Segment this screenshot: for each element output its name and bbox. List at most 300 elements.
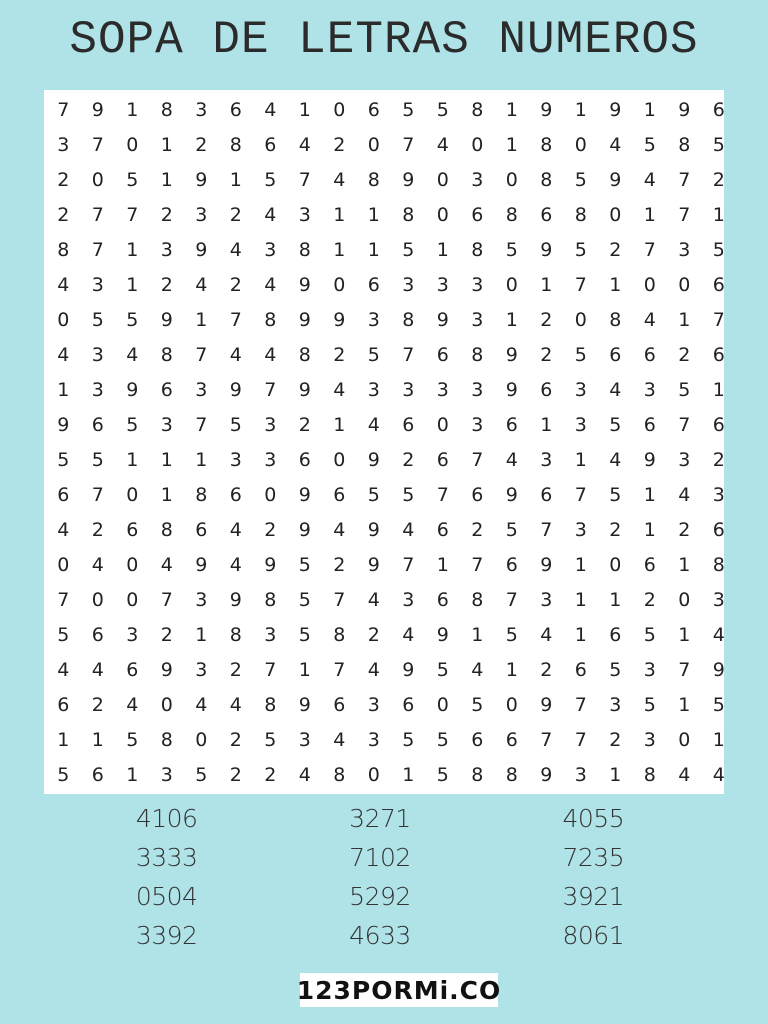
grid-cell[interactable]: 7 xyxy=(574,273,587,296)
grid-cell[interactable]: 8 xyxy=(160,98,173,121)
grid-cell[interactable]: 8 xyxy=(264,588,277,611)
grid-cell[interactable]: 4 xyxy=(712,763,725,786)
grid-cell[interactable]: 3 xyxy=(160,413,173,436)
grid-cell[interactable]: 8 xyxy=(471,763,484,786)
grid-cell[interactable]: 1 xyxy=(298,98,311,121)
grid-cell[interactable]: 9 xyxy=(367,518,380,541)
grid-cell[interactable]: 6 xyxy=(712,98,725,121)
grid-cell[interactable]: 7 xyxy=(678,168,691,191)
grid-cell[interactable]: 2 xyxy=(91,693,104,716)
grid-cell[interactable]: 6 xyxy=(712,343,725,366)
grid-cell[interactable]: 2 xyxy=(333,343,346,366)
grid-cell[interactable]: 3 xyxy=(471,273,484,296)
grid-cell[interactable]: 6 xyxy=(229,483,242,506)
grid-cell[interactable]: 7 xyxy=(298,168,311,191)
grid-cell[interactable]: 0 xyxy=(678,273,691,296)
grid-cell[interactable]: 4 xyxy=(57,658,70,681)
grid-cell[interactable]: 3 xyxy=(712,588,725,611)
grid-cell[interactable]: 3 xyxy=(540,588,553,611)
grid-cell[interactable]: 6 xyxy=(264,133,277,156)
grid-cell[interactable]: 2 xyxy=(160,203,173,226)
grid-cell[interactable]: 7 xyxy=(160,588,173,611)
grid-cell[interactable]: 4 xyxy=(367,413,380,436)
grid-cell[interactable]: 6 xyxy=(505,553,518,576)
grid-cell[interactable]: 6 xyxy=(436,588,449,611)
grid-cell[interactable]: 9 xyxy=(436,623,449,646)
grid-cell[interactable]: 7 xyxy=(574,693,587,716)
grid-cell[interactable]: 9 xyxy=(609,98,622,121)
grid-cell[interactable]: 4 xyxy=(229,343,242,366)
grid-cell[interactable]: 1 xyxy=(471,623,484,646)
grid-cell[interactable]: 1 xyxy=(367,238,380,261)
grid-cell[interactable]: 6 xyxy=(712,413,725,436)
grid-cell[interactable]: 9 xyxy=(126,378,139,401)
grid-cell[interactable]: 6 xyxy=(436,343,449,366)
grid-cell[interactable]: 8 xyxy=(298,238,311,261)
grid-cell[interactable]: 7 xyxy=(195,343,208,366)
grid-cell[interactable]: 1 xyxy=(505,98,518,121)
grid-cell[interactable]: 6 xyxy=(298,448,311,471)
grid-cell[interactable]: 6 xyxy=(229,98,242,121)
grid-cell[interactable]: 8 xyxy=(333,763,346,786)
grid-cell[interactable]: 9 xyxy=(298,483,311,506)
grid-cell[interactable]: 8 xyxy=(333,623,346,646)
grid-cell[interactable]: 8 xyxy=(505,763,518,786)
grid-cell[interactable]: 1 xyxy=(712,378,725,401)
grid-cell[interactable]: 1 xyxy=(57,378,70,401)
grid-cell[interactable]: 9 xyxy=(298,378,311,401)
grid-cell[interactable]: 9 xyxy=(402,168,415,191)
grid-cell[interactable]: 0 xyxy=(678,588,691,611)
grid-cell[interactable]: 9 xyxy=(540,98,553,121)
grid-cell[interactable]: 5 xyxy=(643,693,656,716)
grid-cell[interactable]: 9 xyxy=(540,553,553,576)
grid-cell[interactable]: 5 xyxy=(402,238,415,261)
grid-cell[interactable]: 4 xyxy=(57,273,70,296)
grid-cell[interactable]: 2 xyxy=(57,203,70,226)
grid-cell[interactable]: 1 xyxy=(505,308,518,331)
grid-cell[interactable]: 2 xyxy=(643,588,656,611)
grid-cell[interactable]: 3 xyxy=(195,98,208,121)
grid-cell[interactable]: 3 xyxy=(402,378,415,401)
grid-cell[interactable]: 1 xyxy=(160,168,173,191)
grid-cell[interactable]: 7 xyxy=(57,98,70,121)
grid-cell[interactable]: 7 xyxy=(505,588,518,611)
grid-cell[interactable]: 0 xyxy=(160,693,173,716)
grid-cell[interactable]: 8 xyxy=(229,133,242,156)
grid-cell[interactable]: 6 xyxy=(643,553,656,576)
grid-cell[interactable]: 3 xyxy=(643,728,656,751)
grid-cell[interactable]: 5 xyxy=(505,623,518,646)
grid-cell[interactable]: 1 xyxy=(643,203,656,226)
grid-cell[interactable]: 3 xyxy=(264,238,277,261)
grid-cell[interactable]: 0 xyxy=(367,763,380,786)
grid-cell[interactable]: 5 xyxy=(505,518,518,541)
grid-cell[interactable]: 8 xyxy=(471,588,484,611)
grid-cell[interactable]: 2 xyxy=(609,518,622,541)
grid-cell[interactable]: 1 xyxy=(367,203,380,226)
grid-cell[interactable]: 3 xyxy=(540,448,553,471)
grid-cell[interactable]: 2 xyxy=(678,518,691,541)
grid-cell[interactable]: 5 xyxy=(126,413,139,436)
grid-cell[interactable]: 4 xyxy=(264,343,277,366)
grid-cell[interactable]: 4 xyxy=(333,518,346,541)
grid-cell[interactable]: 7 xyxy=(471,553,484,576)
grid-cell[interactable]: 0 xyxy=(609,203,622,226)
grid-cell[interactable]: 7 xyxy=(402,553,415,576)
grid-cell[interactable]: 5 xyxy=(574,238,587,261)
grid-cell[interactable]: 5 xyxy=(229,413,242,436)
grid-cell[interactable]: 1 xyxy=(574,623,587,646)
grid-cell[interactable]: 9 xyxy=(298,693,311,716)
grid-cell[interactable]: 9 xyxy=(229,588,242,611)
grid-cell[interactable]: 4 xyxy=(609,448,622,471)
grid-cell[interactable]: 7 xyxy=(229,308,242,331)
grid-cell[interactable]: 5 xyxy=(402,483,415,506)
grid-cell[interactable]: 3 xyxy=(91,343,104,366)
grid-cell[interactable]: 1 xyxy=(574,448,587,471)
grid-cell[interactable]: 4 xyxy=(126,343,139,366)
grid-cell[interactable]: 2 xyxy=(229,203,242,226)
grid-cell[interactable]: 9 xyxy=(57,413,70,436)
grid-cell[interactable]: 5 xyxy=(402,728,415,751)
grid-cell[interactable]: 6 xyxy=(402,693,415,716)
grid-cell[interactable]: 0 xyxy=(574,133,587,156)
grid-cell[interactable]: 2 xyxy=(229,658,242,681)
grid-cell[interactable]: 3 xyxy=(574,763,587,786)
grid-cell[interactable]: 3 xyxy=(195,378,208,401)
grid-cell[interactable]: 4 xyxy=(57,518,70,541)
grid-cell[interactable]: 8 xyxy=(160,518,173,541)
grid-cell[interactable]: 6 xyxy=(367,98,380,121)
grid-cell[interactable]: 1 xyxy=(712,203,725,226)
grid-cell[interactable]: 1 xyxy=(643,98,656,121)
grid-cell[interactable]: 1 xyxy=(712,728,725,751)
grid-cell[interactable]: 2 xyxy=(160,623,173,646)
grid-cell[interactable]: 3 xyxy=(471,413,484,436)
grid-cell[interactable]: 8 xyxy=(402,203,415,226)
grid-cell[interactable]: 7 xyxy=(436,483,449,506)
grid-cell[interactable]: 4 xyxy=(540,623,553,646)
grid-cell[interactable]: 8 xyxy=(195,483,208,506)
grid-cell[interactable]: 7 xyxy=(574,483,587,506)
grid-cell[interactable]: 7 xyxy=(91,203,104,226)
grid-cell[interactable]: 1 xyxy=(126,763,139,786)
grid-cell[interactable]: 9 xyxy=(298,308,311,331)
grid-cell[interactable]: 5 xyxy=(574,168,587,191)
grid-cell[interactable]: 5 xyxy=(126,168,139,191)
grid-cell[interactable]: 8 xyxy=(402,308,415,331)
grid-cell[interactable]: 4 xyxy=(643,168,656,191)
grid-cell[interactable]: 9 xyxy=(195,168,208,191)
grid-cell[interactable]: 1 xyxy=(678,693,691,716)
grid-cell[interactable]: 3 xyxy=(160,763,173,786)
grid-cell[interactable]: 9 xyxy=(298,273,311,296)
grid-cell[interactable]: 1 xyxy=(333,413,346,436)
grid-cell[interactable]: 9 xyxy=(505,343,518,366)
grid-cell[interactable]: 5 xyxy=(436,728,449,751)
grid-cell[interactable]: 1 xyxy=(160,483,173,506)
grid-cell[interactable]: 4 xyxy=(195,273,208,296)
grid-cell[interactable]: 5 xyxy=(643,623,656,646)
grid-cell[interactable]: 8 xyxy=(609,308,622,331)
grid-cell[interactable]: 3 xyxy=(264,413,277,436)
grid-cell[interactable]: 5 xyxy=(712,133,725,156)
grid-cell[interactable]: 7 xyxy=(574,728,587,751)
grid-cell[interactable]: 6 xyxy=(91,763,104,786)
grid-cell[interactable]: 5 xyxy=(264,168,277,191)
grid-cell[interactable]: 4 xyxy=(471,658,484,681)
grid-cell[interactable]: 5 xyxy=(298,623,311,646)
grid-cell[interactable]: 2 xyxy=(229,728,242,751)
grid-cell[interactable]: 8 xyxy=(540,168,553,191)
grid-cell[interactable]: 7 xyxy=(91,483,104,506)
grid-cell[interactable]: 0 xyxy=(57,553,70,576)
grid-cell[interactable]: 6 xyxy=(333,483,346,506)
grid-cell[interactable]: 6 xyxy=(712,273,725,296)
grid-cell[interactable]: 1 xyxy=(402,763,415,786)
grid-cell[interactable]: 4 xyxy=(91,553,104,576)
grid-cell[interactable]: 4 xyxy=(229,238,242,261)
grid-cell[interactable]: 4 xyxy=(264,273,277,296)
grid-cell[interactable]: 9 xyxy=(402,658,415,681)
grid-cell[interactable]: 2 xyxy=(471,518,484,541)
grid-cell[interactable]: 6 xyxy=(505,413,518,436)
grid-cell[interactable]: 2 xyxy=(264,518,277,541)
grid-cell[interactable]: 6 xyxy=(126,658,139,681)
grid-cell[interactable]: 6 xyxy=(471,728,484,751)
grid-cell[interactable]: 3 xyxy=(712,483,725,506)
grid-cell[interactable]: 8 xyxy=(505,203,518,226)
grid-cell[interactable]: 0 xyxy=(264,483,277,506)
grid-cell[interactable]: 9 xyxy=(712,658,725,681)
grid-cell[interactable]: 0 xyxy=(126,483,139,506)
grid-cell[interactable]: 0 xyxy=(436,693,449,716)
grid-cell[interactable]: 4 xyxy=(195,693,208,716)
grid-cell[interactable]: 2 xyxy=(367,623,380,646)
grid-cell[interactable]: 3 xyxy=(298,203,311,226)
grid-cell[interactable]: 1 xyxy=(643,483,656,506)
grid-cell[interactable]: 4 xyxy=(402,623,415,646)
grid-cell[interactable]: 7 xyxy=(91,133,104,156)
grid-cell[interactable]: 6 xyxy=(505,728,518,751)
grid-cell[interactable]: 1 xyxy=(505,658,518,681)
grid-cell[interactable]: 9 xyxy=(333,308,346,331)
grid-cell[interactable]: 4 xyxy=(298,133,311,156)
grid-cell[interactable]: 7 xyxy=(712,308,725,331)
grid-cell[interactable]: 0 xyxy=(678,728,691,751)
grid-cell[interactable]: 6 xyxy=(436,518,449,541)
grid-cell[interactable]: 3 xyxy=(471,378,484,401)
grid-cell[interactable]: 9 xyxy=(505,483,518,506)
grid-cell[interactable]: 6 xyxy=(609,623,622,646)
grid-cell[interactable]: 5 xyxy=(678,378,691,401)
grid-cell[interactable]: 4 xyxy=(678,483,691,506)
grid-cell[interactable]: 3 xyxy=(367,378,380,401)
grid-cell[interactable]: 1 xyxy=(505,133,518,156)
grid-cell[interactable]: 9 xyxy=(195,238,208,261)
grid-cell[interactable]: 7 xyxy=(57,588,70,611)
grid-cell[interactable]: 9 xyxy=(436,308,449,331)
grid-cell[interactable]: 7 xyxy=(264,378,277,401)
grid-cell[interactable]: 2 xyxy=(609,728,622,751)
grid-cell[interactable]: 1 xyxy=(333,238,346,261)
grid-cell[interactable]: 6 xyxy=(402,413,415,436)
grid-cell[interactable]: 4 xyxy=(229,693,242,716)
grid-cell[interactable]: 8 xyxy=(574,203,587,226)
grid-cell[interactable]: 3 xyxy=(574,518,587,541)
grid-cell[interactable]: 6 xyxy=(367,273,380,296)
grid-cell[interactable]: 0 xyxy=(57,308,70,331)
grid-cell[interactable]: 0 xyxy=(643,273,656,296)
grid-cell[interactable]: 1 xyxy=(678,308,691,331)
grid-cell[interactable]: 1 xyxy=(540,413,553,436)
grid-cell[interactable]: 5 xyxy=(436,98,449,121)
grid-cell[interactable]: 6 xyxy=(91,623,104,646)
grid-cell[interactable]: 1 xyxy=(126,238,139,261)
grid-cell[interactable]: 2 xyxy=(91,518,104,541)
grid-cell[interactable]: 5 xyxy=(91,308,104,331)
grid-cell[interactable]: 1 xyxy=(574,588,587,611)
grid-cell[interactable]: 0 xyxy=(333,448,346,471)
grid-cell[interactable]: 0 xyxy=(436,413,449,436)
grid-cell[interactable]: 2 xyxy=(712,168,725,191)
grid-cell[interactable]: 4 xyxy=(609,378,622,401)
grid-cell[interactable]: 8 xyxy=(643,763,656,786)
grid-cell[interactable]: 4 xyxy=(712,623,725,646)
grid-cell[interactable]: 1 xyxy=(609,763,622,786)
grid-cell[interactable]: 9 xyxy=(678,98,691,121)
grid-cell[interactable]: 0 xyxy=(436,168,449,191)
grid-cell[interactable]: 2 xyxy=(333,133,346,156)
grid-cell[interactable]: 5 xyxy=(298,553,311,576)
grid-cell[interactable]: 1 xyxy=(333,203,346,226)
grid-cell[interactable]: 7 xyxy=(126,203,139,226)
grid-cell[interactable]: 3 xyxy=(57,133,70,156)
grid-cell[interactable]: 6 xyxy=(471,483,484,506)
grid-cell[interactable]: 5 xyxy=(609,413,622,436)
grid-cell[interactable]: 5 xyxy=(264,728,277,751)
grid-cell[interactable]: 3 xyxy=(367,308,380,331)
grid-cell[interactable]: 3 xyxy=(678,448,691,471)
grid-cell[interactable]: 3 xyxy=(264,623,277,646)
grid-cell[interactable]: 2 xyxy=(333,553,346,576)
grid-cell[interactable]: 5 xyxy=(712,238,725,261)
grid-cell[interactable]: 3 xyxy=(471,308,484,331)
grid-cell[interactable]: 4 xyxy=(436,133,449,156)
grid-cell[interactable]: 3 xyxy=(367,693,380,716)
grid-cell[interactable]: 2 xyxy=(264,763,277,786)
grid-cell[interactable]: 7 xyxy=(540,518,553,541)
grid-cell[interactable]: 5 xyxy=(436,658,449,681)
grid-cell[interactable]: 5 xyxy=(402,98,415,121)
grid-cell[interactable]: 6 xyxy=(540,483,553,506)
grid-cell[interactable]: 4 xyxy=(229,518,242,541)
grid-cell[interactable]: 8 xyxy=(712,553,725,576)
grid-cell[interactable]: 2 xyxy=(160,273,173,296)
grid-cell[interactable]: 4 xyxy=(505,448,518,471)
grid-cell[interactable]: 3 xyxy=(126,623,139,646)
grid-cell[interactable]: 7 xyxy=(643,238,656,261)
grid-cell[interactable]: 6 xyxy=(160,378,173,401)
grid-cell[interactable]: 0 xyxy=(471,133,484,156)
grid-cell[interactable]: 1 xyxy=(195,308,208,331)
grid-cell[interactable]: 7 xyxy=(91,238,104,261)
grid-cell[interactable]: 2 xyxy=(540,343,553,366)
grid-cell[interactable]: 0 xyxy=(436,203,449,226)
grid-cell[interactable]: 5 xyxy=(298,588,311,611)
grid-cell[interactable]: 3 xyxy=(195,203,208,226)
grid-cell[interactable]: 6 xyxy=(91,413,104,436)
grid-cell[interactable]: 5 xyxy=(57,448,70,471)
grid-cell[interactable]: 3 xyxy=(678,238,691,261)
grid-cell[interactable]: 2 xyxy=(229,273,242,296)
grid-cell[interactable]: 2 xyxy=(712,448,725,471)
grid-cell[interactable]: 2 xyxy=(57,168,70,191)
grid-cell[interactable]: 8 xyxy=(471,238,484,261)
grid-cell[interactable]: 1 xyxy=(678,623,691,646)
grid-cell[interactable]: 3 xyxy=(402,273,415,296)
grid-cell[interactable]: 0 xyxy=(91,168,104,191)
grid-cell[interactable]: 3 xyxy=(471,168,484,191)
grid-cell[interactable]: 0 xyxy=(195,728,208,751)
grid-cell[interactable]: 6 xyxy=(471,203,484,226)
grid-cell[interactable]: 3 xyxy=(574,378,587,401)
grid-cell[interactable]: 1 xyxy=(229,168,242,191)
grid-cell[interactable]: 0 xyxy=(609,553,622,576)
grid-cell[interactable]: 5 xyxy=(195,763,208,786)
grid-cell[interactable]: 7 xyxy=(195,413,208,436)
grid-cell[interactable]: 3 xyxy=(264,448,277,471)
grid-cell[interactable]: 7 xyxy=(402,133,415,156)
grid-cell[interactable]: 1 xyxy=(126,98,139,121)
grid-cell[interactable]: 8 xyxy=(264,308,277,331)
grid-cell[interactable]: 1 xyxy=(195,623,208,646)
grid-cell[interactable]: 9 xyxy=(609,168,622,191)
grid-cell[interactable]: 6 xyxy=(195,518,208,541)
grid-cell[interactable]: 6 xyxy=(574,658,587,681)
grid-cell[interactable]: 1 xyxy=(574,553,587,576)
grid-cell[interactable]: 4 xyxy=(264,203,277,226)
grid-cell[interactable]: 5 xyxy=(57,763,70,786)
grid-cell[interactable]: 8 xyxy=(367,168,380,191)
grid-cell[interactable]: 3 xyxy=(91,378,104,401)
grid-cell[interactable]: 0 xyxy=(505,273,518,296)
grid-cell[interactable]: 3 xyxy=(436,273,449,296)
grid-cell[interactable]: 1 xyxy=(126,448,139,471)
grid-cell[interactable]: 8 xyxy=(678,133,691,156)
grid-cell[interactable]: 4 xyxy=(333,728,346,751)
grid-cell[interactable]: 3 xyxy=(229,448,242,471)
grid-cell[interactable]: 4 xyxy=(264,98,277,121)
grid-cell[interactable]: 9 xyxy=(91,98,104,121)
grid-cell[interactable]: 1 xyxy=(91,728,104,751)
grid-cell[interactable]: 4 xyxy=(367,658,380,681)
grid-cell[interactable]: 7 xyxy=(333,658,346,681)
grid-cell[interactable]: 5 xyxy=(91,448,104,471)
grid-cell[interactable]: 6 xyxy=(57,693,70,716)
grid-cell[interactable]: 3 xyxy=(643,378,656,401)
grid-cell[interactable]: 8 xyxy=(229,623,242,646)
grid-cell[interactable]: 2 xyxy=(540,308,553,331)
grid-cell[interactable]: 1 xyxy=(609,273,622,296)
grid-cell[interactable]: 5 xyxy=(436,763,449,786)
grid-cell[interactable]: 1 xyxy=(643,518,656,541)
grid-cell[interactable]: 5 xyxy=(367,343,380,366)
grid-cell[interactable]: 2 xyxy=(678,343,691,366)
grid-cell[interactable]: 1 xyxy=(678,553,691,576)
grid-cell[interactable]: 3 xyxy=(367,728,380,751)
